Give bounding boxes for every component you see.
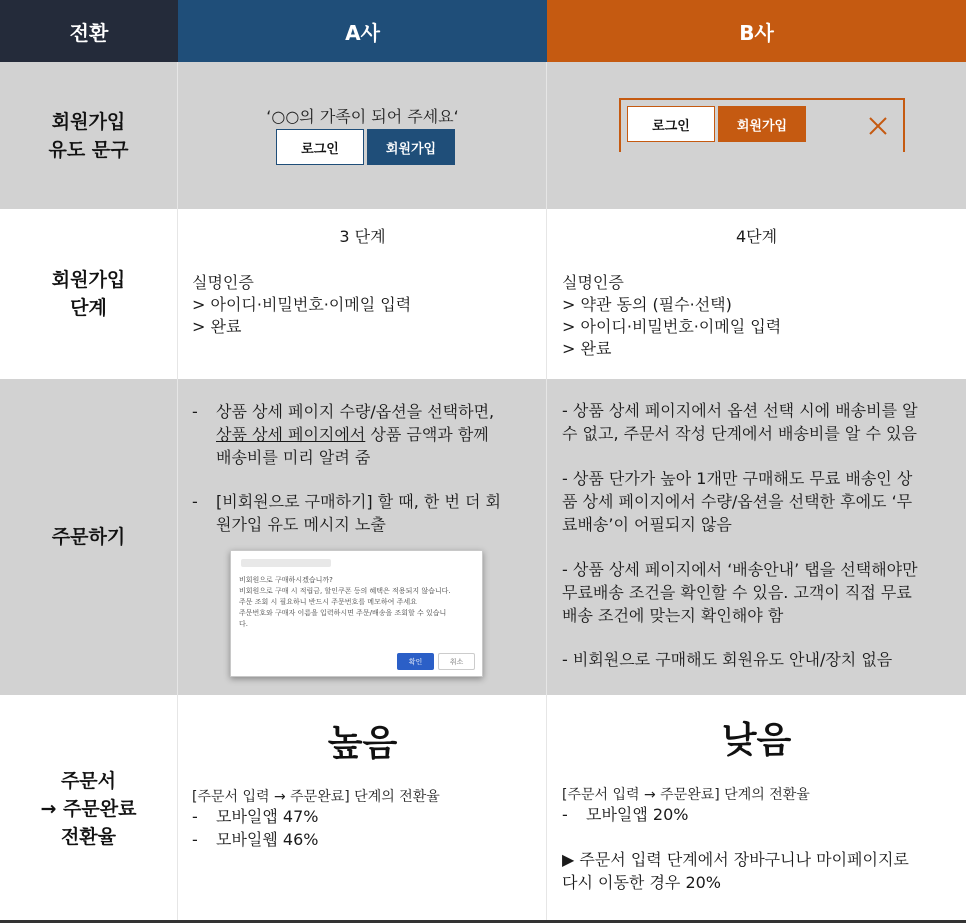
header-col-company-a-label: A사 bbox=[345, 20, 380, 45]
header-col-company-b-label: B사 bbox=[739, 20, 774, 45]
a-steps-line-2: > 아이디·비밀번호·이메일 입력 bbox=[192, 295, 412, 314]
row-label-conversion-line1: 주문서 bbox=[60, 770, 117, 792]
a-conversion-item2: 모바일웹 46% bbox=[216, 830, 319, 849]
cell-b-conversion bbox=[547, 695, 966, 923]
a-steps-line-1: 실명인증 bbox=[192, 273, 254, 292]
a-order-item2-line1: [비회원으로 구매하기] 할 때, 한 번 더 회 bbox=[216, 492, 502, 511]
b-steps-line-2: > 약관 동의 (필수·선택) bbox=[562, 295, 732, 314]
close-icon[interactable] bbox=[868, 116, 888, 136]
cell-b-signup-prompt bbox=[547, 62, 966, 209]
a-order-item2-line2: 원가입 유도 메시지 노출 bbox=[216, 515, 386, 534]
a-order-item1-line2 bbox=[216, 424, 489, 446]
row-label-order bbox=[0, 379, 178, 695]
b-order-p1-l1: - 상품 상세 페이지에서 옵션 선택 시에 배송비를 알 bbox=[562, 401, 918, 420]
a-conversion-dash2: - bbox=[192, 830, 198, 849]
a-conversion-item1: 모바일앱 47% bbox=[216, 807, 319, 826]
dialog-line-4: 주문번호와 구매자 이름을 입력하시면 주문/배송을 조회할 수 있습니 bbox=[239, 609, 447, 617]
b-steps-line-4: > 완료 bbox=[562, 339, 612, 358]
a-order-item1-dash: - bbox=[192, 402, 198, 421]
b-conversion-caption: [주문서 입력 → 주문완료] 단계의 전환율 bbox=[562, 787, 810, 803]
a-login-button[interactable]: 로그인 bbox=[276, 129, 364, 165]
a-order-item1-line1: 상품 상세 페이지 수량/옵션을 선택하면, bbox=[216, 402, 495, 421]
row-label-signup-prompt-line2: 유도 문구 bbox=[48, 138, 129, 161]
row-label-signup-steps-line2: 단계 bbox=[70, 297, 107, 319]
b-order-p1-l2: 수 없고, 주문서 작성 단계에서 배송비를 알 수 있음 bbox=[562, 424, 917, 443]
dialog-line-3: 주문 조회 시 필요하니 반드시 주문번호를 메모하여 주세요 bbox=[239, 598, 417, 606]
row-label-signup-steps bbox=[0, 209, 178, 379]
cell-a-signup-prompt bbox=[178, 62, 547, 209]
header-col-conversion-label: 전환 bbox=[69, 20, 109, 45]
row-label-conversion-line2: → 주문완료 bbox=[40, 798, 137, 820]
b-order-p3-l3: 배송 조건에 맞는지 확인해야 함 bbox=[562, 606, 784, 625]
b-steps-line-3: > 아이디·비밀번호·이메일 입력 bbox=[562, 317, 782, 336]
b-order-p2-l3: 료배송’이 어필되지 않음 bbox=[562, 515, 732, 534]
guest-purchase-dialog bbox=[230, 550, 483, 677]
b-order-p2 bbox=[562, 468, 912, 536]
dialog-line-1: 비회원으로 구매하시겠습니까? bbox=[239, 576, 333, 584]
a-steps-title: 3 단계 bbox=[339, 227, 386, 246]
dialog-confirm-button[interactable]: 확인 bbox=[397, 653, 434, 670]
b-order-p2-l2: 품 상세 페이지에서 수량/옵션을 선택한 후에도 ‘무 bbox=[562, 492, 913, 511]
a-order-item1-line3: 배송비를 미리 알려 줌 bbox=[216, 448, 371, 467]
a-conversion-caption: [주문서 입력 → 주문완료] 단계의 전환율 bbox=[192, 789, 440, 805]
a-signup-button[interactable]: 회원가입 bbox=[367, 129, 455, 165]
a-order-item2-dash: - bbox=[192, 492, 198, 511]
b-order-p3-l2: 무료배송 조건을 확인할 수 있음. 고객이 직접 무료 bbox=[562, 583, 912, 602]
b-conversion-dash1: - bbox=[562, 805, 568, 824]
dialog-blurred-header bbox=[241, 559, 331, 567]
a-steps-line-3: > 완료 bbox=[192, 317, 242, 336]
b-conversion-big: 낮음 bbox=[721, 720, 792, 761]
row-label-conversion bbox=[0, 695, 178, 923]
cell-b-signup-steps bbox=[547, 209, 966, 379]
b-login-button[interactable]: 로그인 bbox=[627, 106, 715, 142]
a-conversion-big: 높음 bbox=[327, 723, 398, 764]
b-conversion-item1: 모바일앱 20% bbox=[586, 805, 689, 824]
b-order-p3-l1: - 상품 상세 페이지에서 ‘배송안내’ 탭을 선택해야만 bbox=[562, 560, 918, 579]
cell-b-order bbox=[547, 379, 966, 695]
b-conversion-note-line2: 다시 이동한 경우 20% bbox=[562, 873, 722, 892]
b-order-p4 bbox=[562, 649, 892, 671]
b-steps-line-1: 실명인증 bbox=[562, 273, 624, 292]
header-col-conversion bbox=[0, 0, 178, 62]
b-order-p2-l1: - 상품 단가가 높아 1개만 구매해도 무료 배송인 상 bbox=[562, 469, 913, 488]
b-conversion-note-line1: ▶ 주문서 입력 단계에서 장바구니나 마이페이지로 bbox=[562, 850, 909, 869]
a-order-item1-underlined: 상품 상세 페이지에서 bbox=[216, 425, 366, 444]
row-label-signup-steps-line1: 회원가입 bbox=[51, 269, 126, 291]
row-label-signup-prompt bbox=[0, 62, 178, 209]
cell-a-conversion bbox=[178, 695, 547, 923]
row-label-order-text: 주문하기 bbox=[51, 526, 126, 548]
b-order-p1 bbox=[562, 400, 918, 445]
dialog-line-2: 비회원으로 구매 시 적립금, 할인쿠폰 등의 혜택은 적용되지 않습니다. bbox=[239, 587, 451, 595]
b-order-p3 bbox=[562, 559, 918, 627]
b-signup-button[interactable]: 회원가입 bbox=[718, 106, 806, 142]
row-label-conversion-line3: 전환율 bbox=[60, 826, 117, 848]
b-order-p4-l1: - 비회원으로 구매해도 회원유도 안내/장치 없음 bbox=[562, 650, 893, 669]
cell-a-signup-steps bbox=[178, 209, 547, 379]
cell-a-order bbox=[178, 379, 547, 695]
dialog-line-5: 다. bbox=[239, 620, 248, 628]
a-conversion-dash1: - bbox=[192, 807, 198, 826]
b-steps-title: 4단계 bbox=[735, 227, 778, 246]
dialog-cancel-button[interactable]: 취소 bbox=[438, 653, 475, 670]
a-signup-quote: ‘○○의 가족이 되어 주세요‘ bbox=[266, 107, 459, 126]
header-col-company-b bbox=[547, 0, 966, 62]
row-label-signup-prompt-line1: 회원가입 bbox=[51, 110, 126, 133]
header-col-company-a bbox=[178, 0, 547, 62]
a-order-item1-line2-rest: 상품 금액과 함께 bbox=[365, 425, 489, 444]
